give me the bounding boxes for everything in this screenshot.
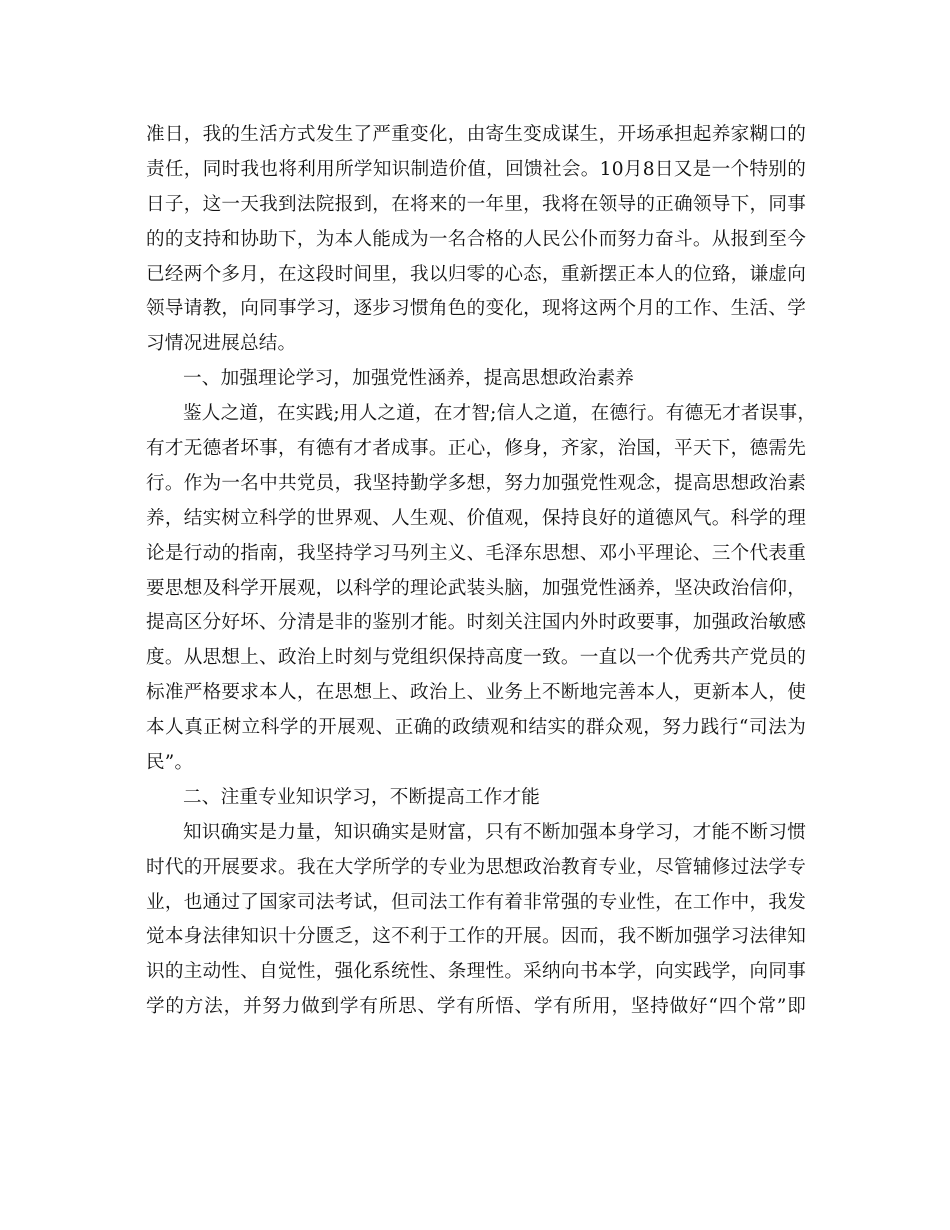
text-line: 领导请教，向同事学习，逐步习惯角色的变化，现将这两个月的工作、生活、学 (146, 298, 806, 320)
text-line: 鉴人之道，在实践;用人之道，在才智;信人之道，在德行。有德无才者误事， (183, 403, 817, 425)
text-line: 已经两个多月，在这段时间里，我以归零的心态，重新摆正本人的位臵，谦虚向 (146, 263, 806, 285)
text-line: 论是行动的指南，我坚持学习马列主义、毛泽东思想、邓小平理论、三个代表重 (146, 542, 806, 564)
text-line: 提高区分好坏、分清是非的鉴别才能。时刻关注国内外时政要事，加强政治敏感 (146, 612, 806, 634)
text-line: 觉本身法律知识十分匮乏，这不利于工作的开展。因而，我不断加强学习法律知 (146, 926, 806, 948)
text-line: 民”。 (146, 752, 194, 774)
section-heading: 二、注重专业知识学习，不断提高工作才能 (183, 786, 541, 808)
text-line: 准日，我的生活方式发生了严重变化，由寄生变成谋生，开场承担起养家糊口的 (146, 124, 806, 145)
text-line: 度。从思想上、政治上时刻与党组织保持高度一致。一直以一个优秀共产党员的 (146, 647, 806, 669)
text-line: 日子，这一天我到法院报到，在将来的一年里，我将在领导的正确领导下，同事 (146, 193, 806, 215)
document-body (146, 118, 817, 1025)
text-line: 的的支持和协助下，为本人能成为一名合格的人民公仆而努力奋斗。从报到至今 (146, 228, 806, 250)
text-line: 养，结实树立科学的世界观、人生观、价值观，保持良好的道德风气。科学的理 (146, 507, 806, 529)
text-line: 知识确实是力量，知识确实是财富，只有不断加强本身学习，才能不断习惯 (183, 821, 806, 843)
text-line: 时代的开展要求。我在大学所学的专业为思想政治教育专业，尽管辅修过法学专 (146, 856, 806, 878)
text-line: 学的方法，并努力做到学有所思、学有所悟、学有所用，坚持做好“四个常”即 (146, 996, 806, 1018)
text-line: 有才无德者坏事，有德有才者成事。正心，修身，齐家，治国，平天下，德需先 (146, 438, 806, 460)
text-line: 识的主动性、自觉性，强化系统性、条理性。采纳向书本学，向实践学，向同事 (146, 961, 806, 983)
text-line: 习情况进展总结。 (146, 333, 297, 355)
text-line: 行。作为一名中共党员，我坚持勤学多想，努力加强党性观念，提高思想政治素 (146, 472, 806, 494)
text-line: 标准严格要求本人，在思想上、政治上、业务上不断地完善本人，更新本人，使 (146, 682, 806, 704)
section-heading: 一、加强理论学习，加强党性涵养，提高思想政治素养 (183, 368, 635, 390)
text-line: 本人真正树立科学的开展观、正确的政绩观和结实的群众观，努力践行“司法为 (146, 717, 806, 739)
text-line: 要思想及科学开展观，以科学的理论武装头脑，加强党性涵养，坚决政治信仰， (146, 577, 806, 599)
text-line: 业，也通过了国家司法考试，但司法工作有着非常强的专业性，在工作中，我发 (146, 891, 806, 913)
text-line: 责任，同时我也将利用所学知识制造价值，回馈社会。10月8日又是一个特别的 (146, 158, 806, 180)
